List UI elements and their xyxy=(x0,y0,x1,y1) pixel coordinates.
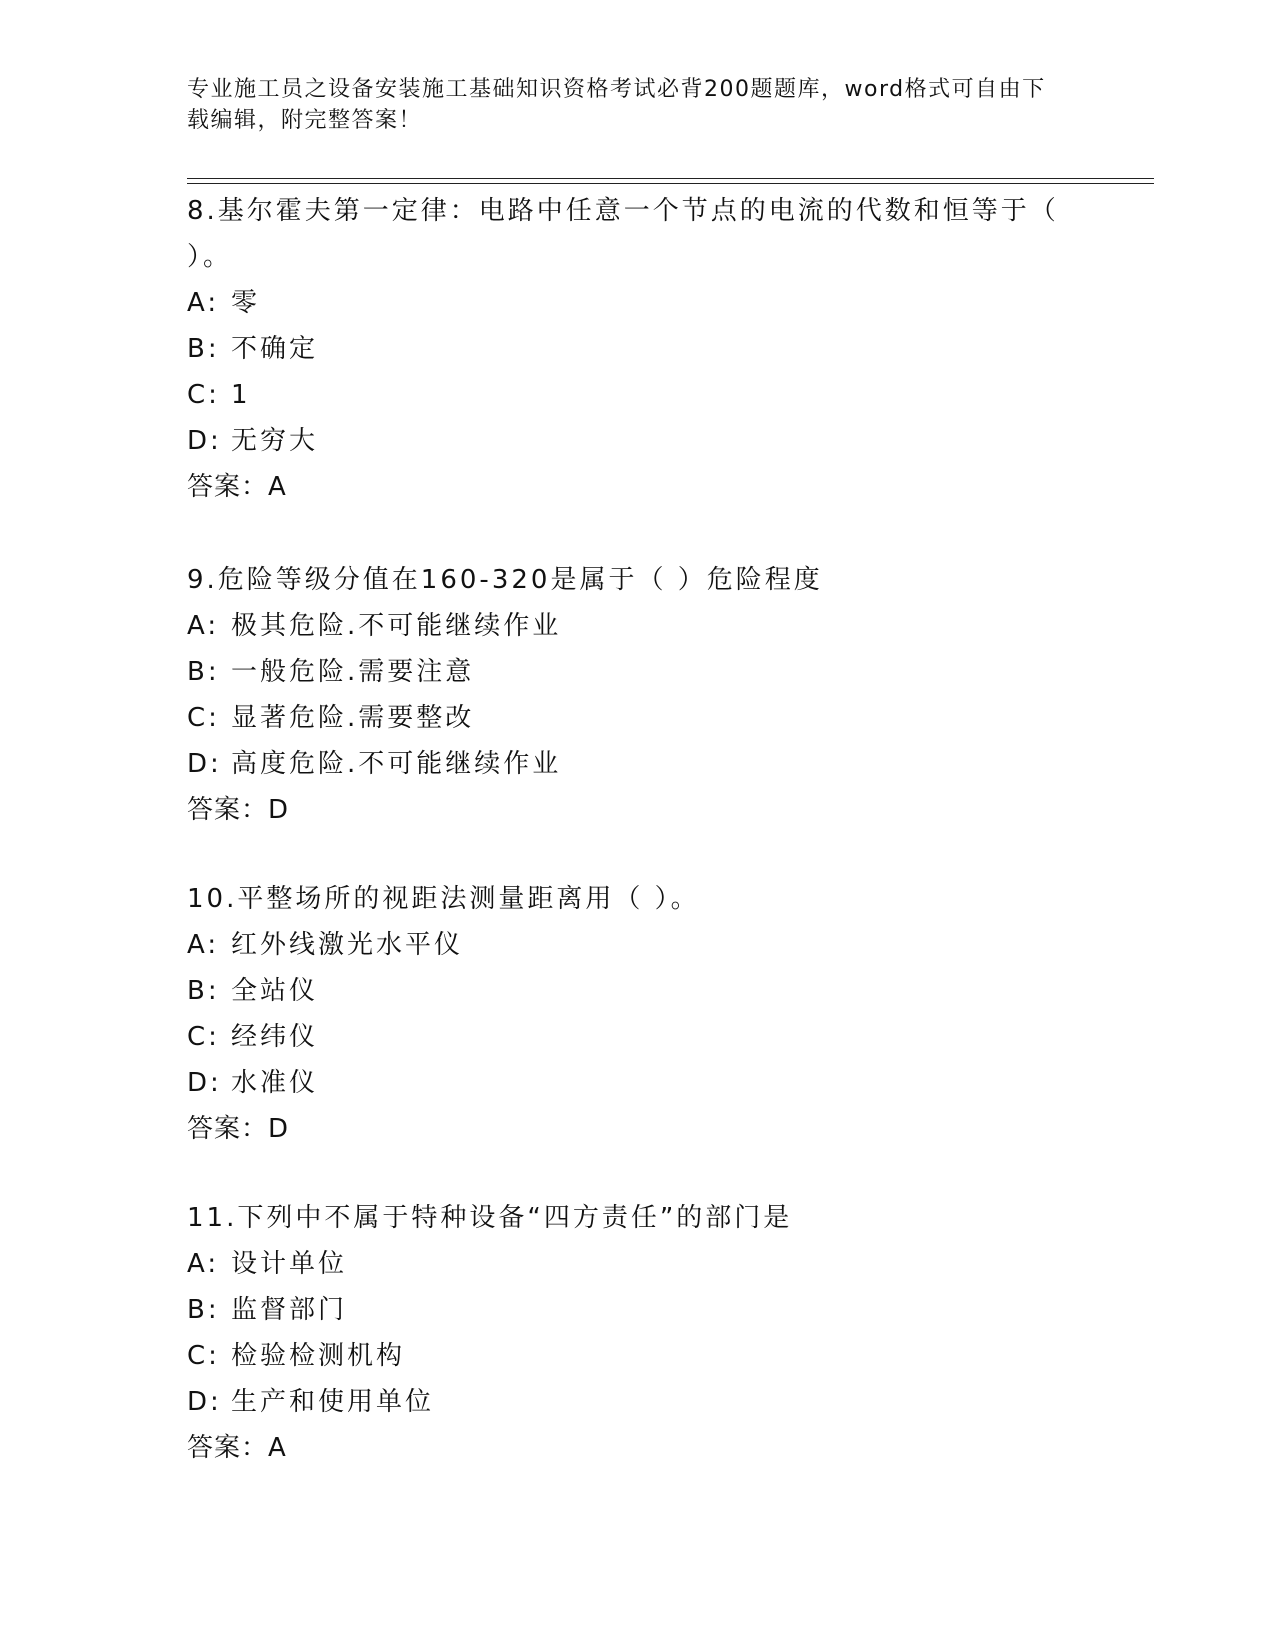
option-label: D: xyxy=(187,749,222,779)
question-stem xyxy=(187,188,1087,280)
question-10 xyxy=(187,876,1087,1152)
question-stem-line1: 11.下列中不属于特种设备“四方责任”的部门是 xyxy=(187,1203,793,1233)
option-label: D: xyxy=(187,1068,222,1098)
option-c xyxy=(187,1014,1087,1060)
header-divider-bottom xyxy=(187,183,1154,184)
option-b xyxy=(187,1287,1087,1333)
option-b xyxy=(187,326,1087,372)
question-8 xyxy=(187,188,1087,510)
question-11 xyxy=(187,1195,1087,1471)
question-stem xyxy=(187,876,1087,922)
question-stem-line1: 9.危险等级分值在160-320是属于（ ）危险程度 xyxy=(187,565,823,595)
option-d xyxy=(187,741,1087,787)
option-label: A: xyxy=(187,930,220,960)
option-text: 极其危险.不可能继续作业 xyxy=(231,611,562,641)
option-text: 高度危险.不可能继续作业 xyxy=(231,749,562,779)
document-header: 专业施工员之设备安装施工基础知识资格考试必背200题题库，word格式可自由下载编辑，附完整答案！ xyxy=(187,77,1046,133)
option-a xyxy=(187,280,1087,326)
option-label: C: xyxy=(187,1341,220,1371)
option-label: A: xyxy=(187,1249,220,1279)
option-label: A: xyxy=(187,611,220,641)
option-label: C: xyxy=(187,1022,220,1052)
option-d xyxy=(187,1379,1087,1425)
question-stem-line2: ）。 xyxy=(187,242,233,272)
option-label: C: xyxy=(187,703,220,733)
answer: 答案：D xyxy=(187,1114,290,1144)
answer: 答案：A xyxy=(187,1433,287,1463)
option-d xyxy=(187,1060,1087,1106)
option-label: B: xyxy=(187,976,220,1006)
question-stem-line1: 10.平整场所的视距法测量距离用（ ）。 xyxy=(187,884,700,914)
option-text: 显著危险.需要整改 xyxy=(231,703,475,733)
question-9 xyxy=(187,557,1087,833)
option-text: 零 xyxy=(231,288,261,318)
option-label: A: xyxy=(187,288,220,318)
option-label: B: xyxy=(187,334,220,364)
option-label: D: xyxy=(187,426,222,456)
answer: 答案：A xyxy=(187,472,287,502)
answer: 答案：D xyxy=(187,795,290,825)
option-b xyxy=(187,649,1087,695)
option-label: B: xyxy=(187,657,220,687)
option-d xyxy=(187,418,1087,464)
option-text: 1 xyxy=(231,380,251,410)
option-text: 全站仪 xyxy=(231,976,319,1006)
option-c xyxy=(187,372,1087,418)
option-text: 监督部门 xyxy=(231,1295,348,1325)
question-stem xyxy=(187,557,1087,603)
option-a xyxy=(187,1241,1087,1287)
option-text: 红外线激光水平仪 xyxy=(231,930,464,960)
option-text: 设计单位 xyxy=(231,1249,348,1279)
option-label: C: xyxy=(187,380,220,410)
question-stem xyxy=(187,1195,1087,1241)
option-c xyxy=(187,695,1087,741)
header-divider-top xyxy=(187,178,1154,179)
option-c xyxy=(187,1333,1087,1379)
option-label: B: xyxy=(187,1295,220,1325)
option-text: 无穷大 xyxy=(231,426,319,456)
option-label: D: xyxy=(187,1387,222,1417)
option-a xyxy=(187,603,1087,649)
option-text: 不确定 xyxy=(231,334,319,364)
option-text: 生产和使用单位 xyxy=(231,1387,435,1417)
option-a xyxy=(187,922,1087,968)
option-text: 经纬仪 xyxy=(231,1022,319,1052)
option-text: 水准仪 xyxy=(231,1068,319,1098)
option-text: 检验检测机构 xyxy=(231,1341,406,1371)
question-stem-line1: 8.基尔霍夫第一定律：电路中任意一个节点的电流的代数和恒等于（ xyxy=(187,196,1059,226)
option-text: 一般危险.需要注意 xyxy=(231,657,475,687)
option-b xyxy=(187,968,1087,1014)
